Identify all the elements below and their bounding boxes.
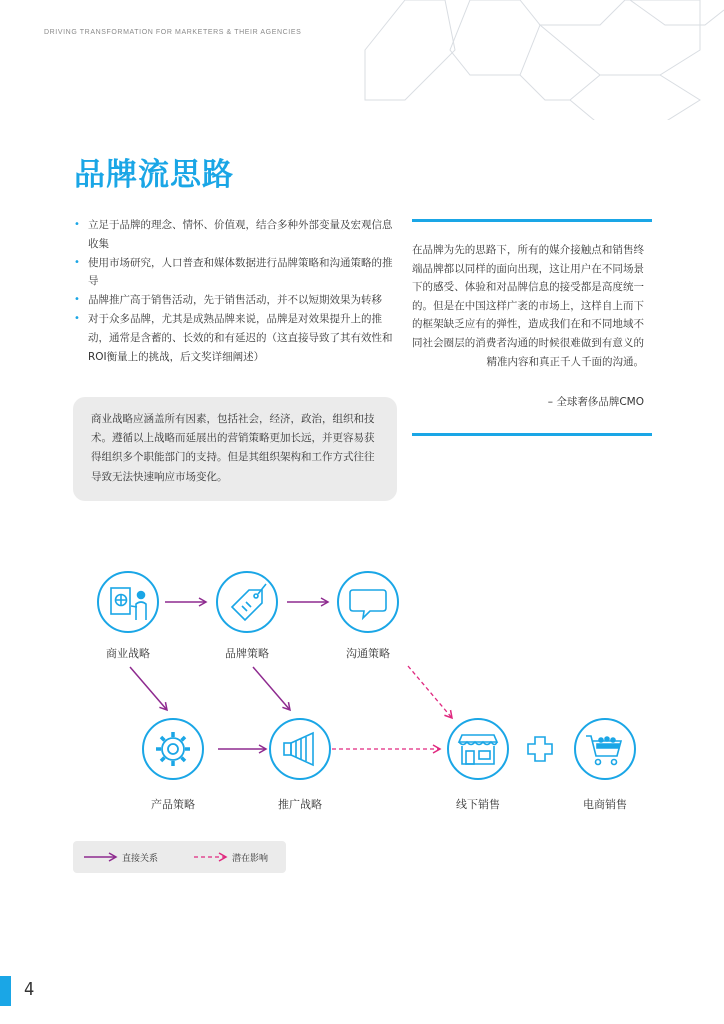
node-label-promo: 推广战略 (278, 798, 322, 811)
list-item: • 品牌推广高于销售活动，先于销售活动，并不以短期效果为转移 (74, 291, 402, 310)
node-label-business: 商业战略 (106, 647, 150, 660)
list-item: • 立足于品牌的理念、情怀、价值观，结合多种外部变量及宏观信息收集 (74, 216, 402, 254)
node-label-offline: 线下销售 (456, 798, 500, 811)
header-tagline: DRIVING TRANSFORMATION FOR MARKETERS & THEIR AGENCIES (44, 29, 302, 36)
node-label-brand: 品牌策略 (225, 647, 269, 660)
list-item: • 对于众多品牌，尤其是成熟品牌来说，品牌是对效果提升上的推动，通常是含蓄的、长效的和有延迟的（这直接导致了其有效性和ROI衡量上的挑战，后文奖详细阐述） (74, 310, 402, 366)
quote-author: – 全球奢侈品牌CMO (547, 396, 644, 408)
legend-direct-label: 直接关系 (122, 854, 159, 864)
list-item: • 使用市场研究，人口普查和媒体数据进行品牌策略和沟通策略的推导 (74, 254, 402, 292)
quote-text: 在品牌为先的思路下，所有的媒介接触点和销售终端品牌都以同样的面向出现，这让用户在不同场景下的感受、体验和对品牌信息的接受都是高度统一的。但是在中国这样广袤的市场上，这样自上而下的框架缺乏应有的弹性，造成我们在和不同地域不同社会圈层的消费者沟通的时候很难做到有意义的精准内容和真正千人千面的沟通。 (412, 244, 644, 368)
node-label-product: 产品策略 (151, 798, 195, 811)
legend-potential-label: 潜在影响 (232, 854, 269, 864)
node-label-ecom: 电商销售 (583, 798, 627, 811)
page-number: 4 (24, 979, 35, 1000)
note-text: 商业战略应涵盖所有因素，包括社会，经济，政治，组织和技术。遵循以上战略而延展出的营销策略更加长远，并更容易获得组织多个职能部门的支持。但是其组织架构和工作方式往往导致无法快速响应市场变化。 (91, 413, 375, 483)
node-label-comm: 沟通策略 (346, 647, 390, 660)
page-number-tab (0, 976, 11, 1006)
page-title: 品牌流思路 (74, 157, 234, 193)
